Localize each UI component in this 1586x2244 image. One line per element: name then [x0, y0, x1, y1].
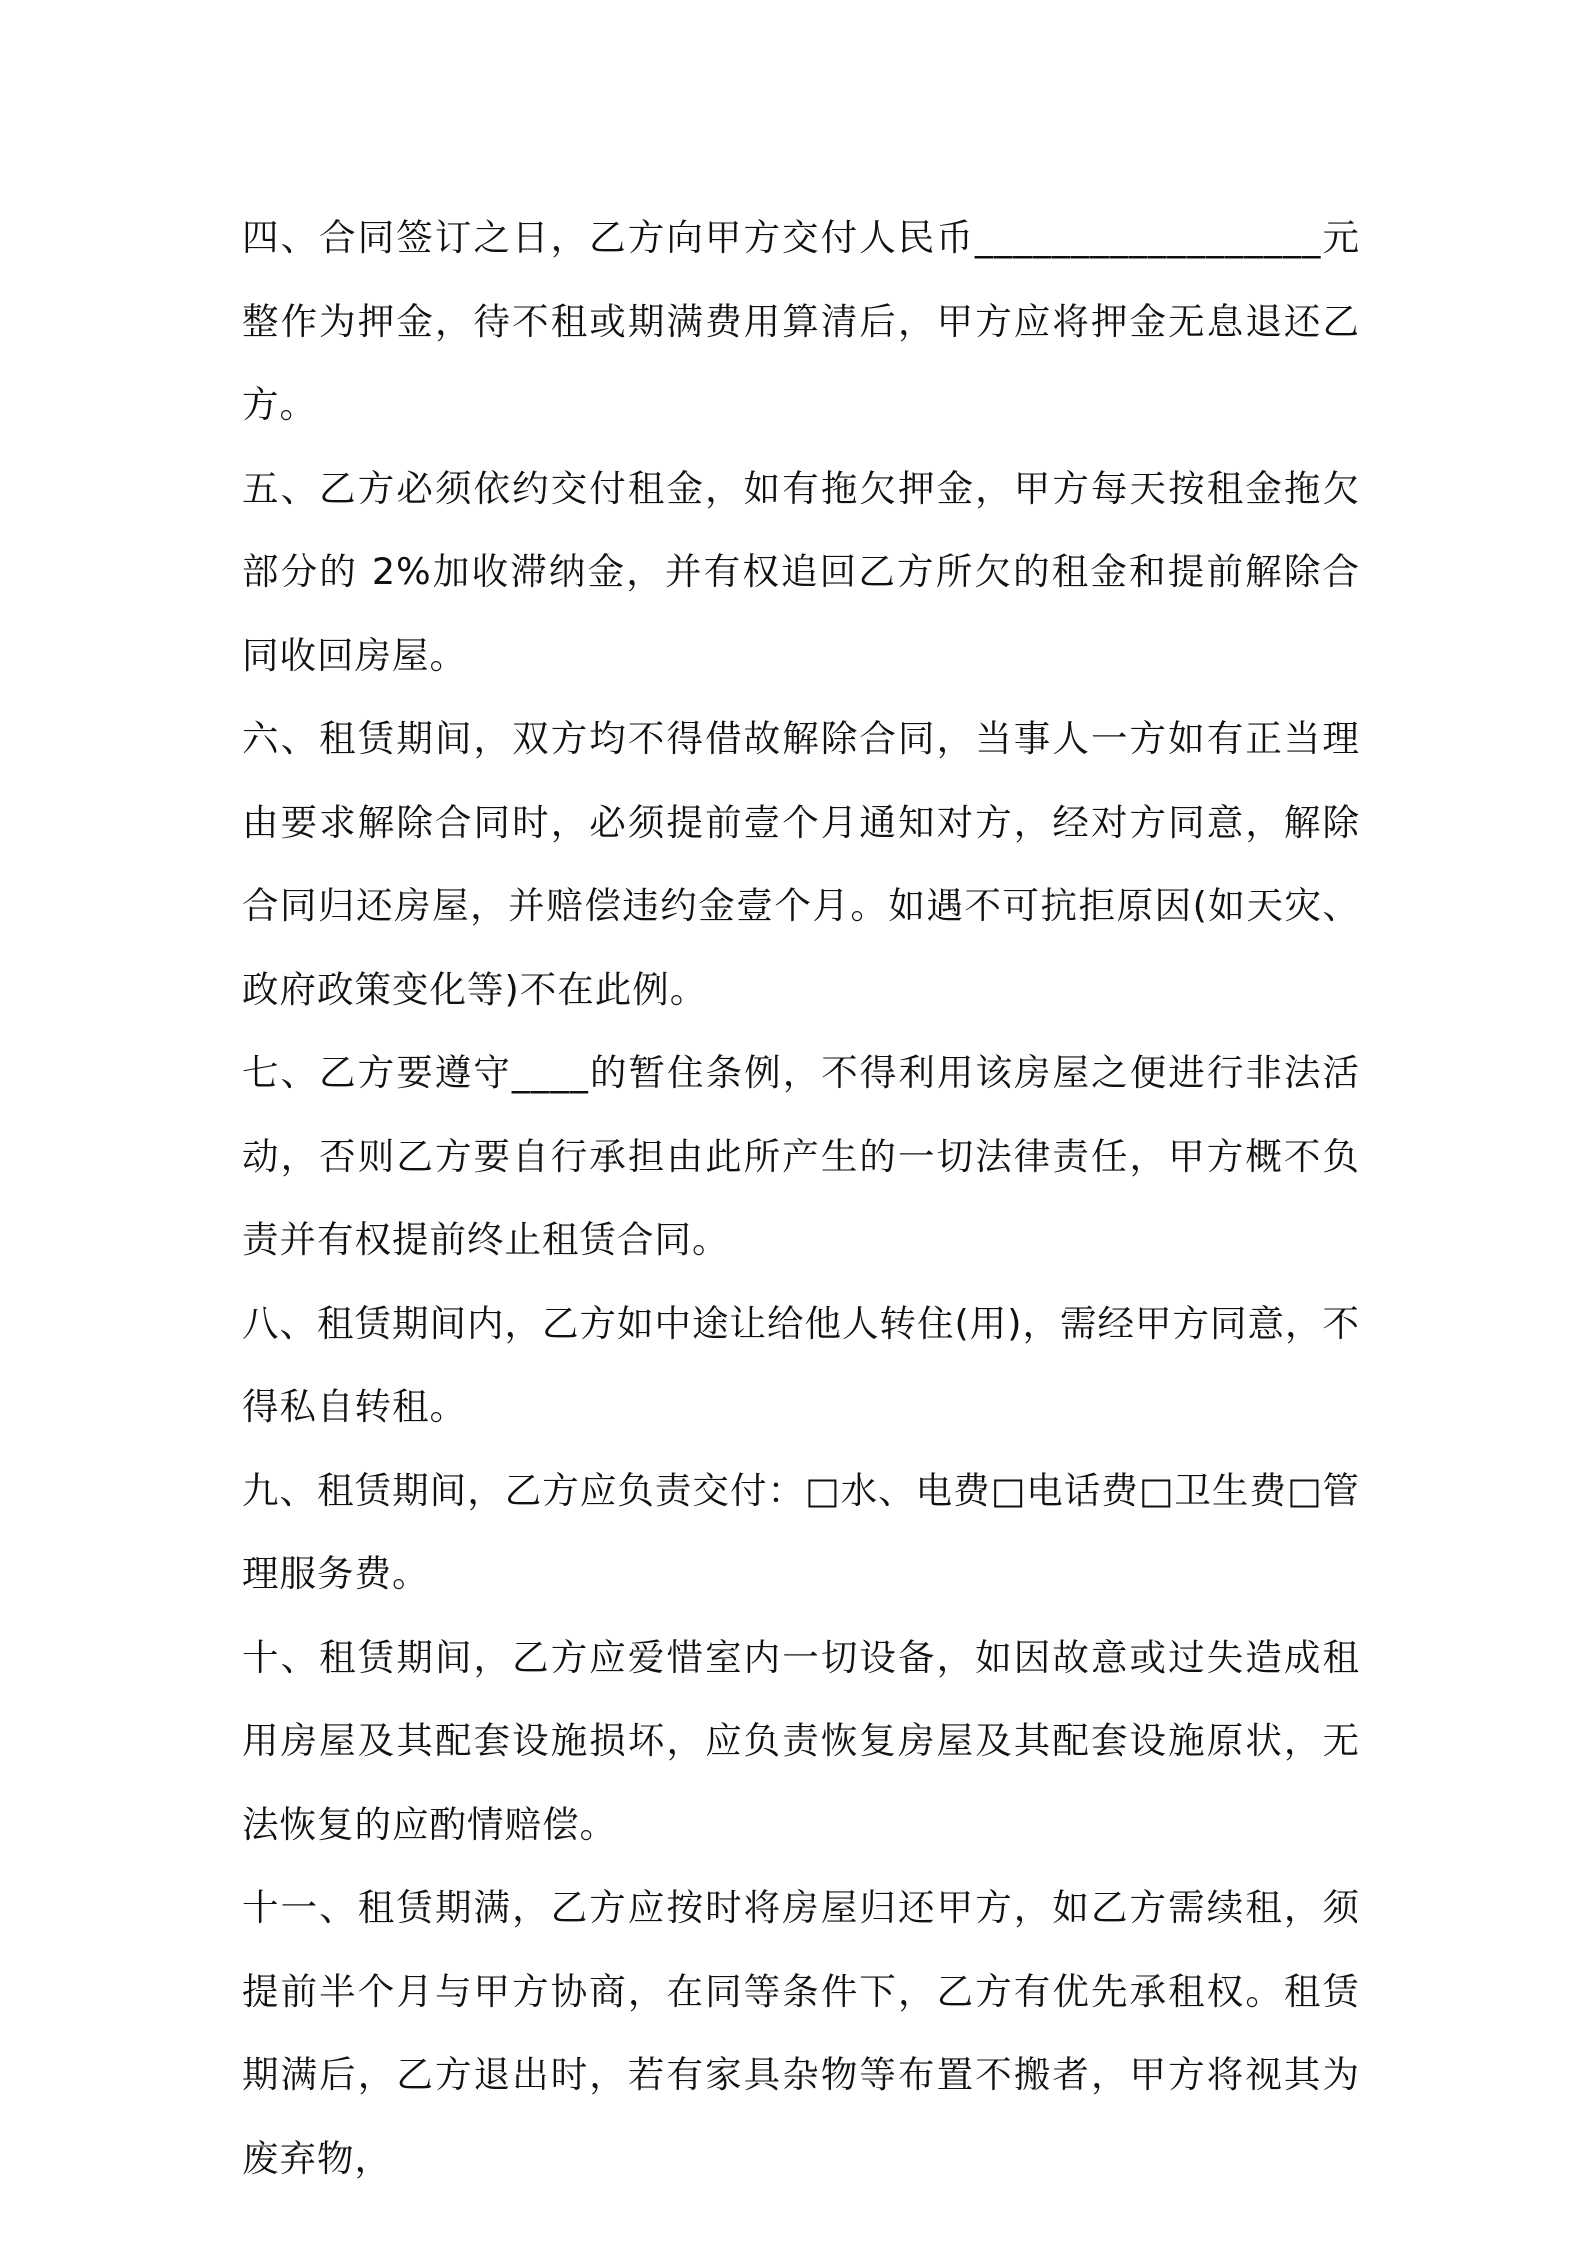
clause-10-equipment: 十、租赁期间，乙方应爱惜室内一切设备，如因故意或过失造成租用房屋及其配套设施损坏，应负责恢复房屋及其配套设施原状，无法恢复的应酌情赔偿。 [242, 1635, 1360, 1846]
clause-6-termination: 六、租赁期间，双方均不得借故解除合同，当事人一方如有正当理由要求解除合同时，必须提前壹个月通知对方，经对方同意，解除合同归还房屋，并赔偿违约金壹个月。如遇不可抗拒原因(如天灾、政府政策变化等)不在此例。 [242, 717, 1360, 1011]
clause-9-fees: 九、租赁期间，乙方应负责交付：□水、电费□电话费□卫生费□管理服务费。 [242, 1468, 1360, 1595]
clause-8-sublease: 八、租赁期间内，乙方如中途让给他人转住(用)，需经甲方同意，不得私自转租。 [242, 1301, 1360, 1428]
clause-5-rent-payment: 五、乙方必须依约交付租金，如有拖欠押金，甲方每天按租金拖欠部分的 2%加收滞纳金，并有权追回乙方所欠的租金和提前解除合同收回房屋。 [242, 466, 1360, 677]
clause-4-deposit: 四、合同签订之日，乙方向甲方交付人民币__________________元整作为押金，待不租或期满费用算清后，甲方应将押金无息退还乙方。 [242, 216, 1360, 426]
clause-7-regulations: 七、乙方要遵守____的暂住条例，不得利用该房屋之便进行非法活动，否则乙方要自行承担由此所产生的一切法律责任，甲方概不负责并有权提前终止租赁合同。 [242, 1051, 1360, 1261]
clause-11-renewal: 十一、租赁期满，乙方应按时将房屋归还甲方，如乙方需续租，须提前半个月与甲方协商，在同等条件下，乙方有优先承租权。租赁期满后，乙方退出时，若有家具杂物等布置不搬者，甲方将视其为废弃物， [242, 1886, 1360, 2180]
contract-body [242, 196, 1360, 2200]
